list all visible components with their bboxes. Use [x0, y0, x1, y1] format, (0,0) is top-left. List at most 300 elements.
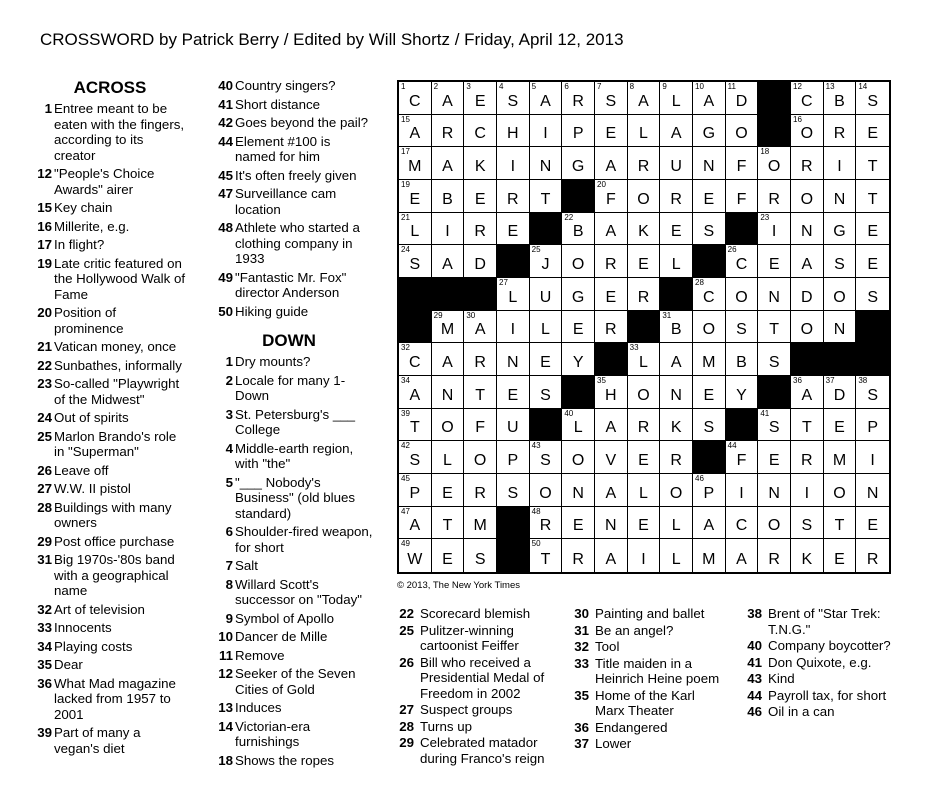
grid-cell[interactable] — [791, 376, 824, 409]
grid-cell[interactable] — [791, 115, 824, 148]
grid-cell[interactable] — [758, 213, 791, 246]
black-square — [497, 245, 530, 278]
grid-cell[interactable] — [432, 245, 465, 278]
cell-letter: R — [572, 550, 584, 568]
cell-letter: M — [408, 157, 422, 175]
grid-cell[interactable] — [693, 507, 726, 540]
grid-cell[interactable] — [791, 180, 824, 213]
clue-text: W.W. II pistol — [54, 481, 131, 496]
grid-cell[interactable] — [497, 474, 530, 507]
clue-item — [205, 441, 373, 472]
cell-letter: S — [768, 419, 780, 437]
cell-number: 41 — [760, 408, 770, 418]
grid-cell[interactable] — [693, 409, 726, 442]
grid-cell[interactable] — [432, 311, 465, 344]
cell-letter: O — [833, 484, 846, 502]
grid-cell[interactable] — [497, 82, 530, 115]
black-square — [497, 507, 530, 540]
grid-cell[interactable] — [758, 474, 791, 507]
clue-text: St. Petersburg's ___ College — [235, 406, 356, 437]
grid-cell[interactable] — [726, 539, 759, 572]
cell-number: 34 — [401, 376, 410, 385]
grid-cell[interactable] — [791, 539, 824, 572]
grid-cell[interactable] — [530, 245, 563, 278]
grid-cell[interactable] — [399, 343, 432, 376]
clue-item — [32, 500, 188, 531]
clue-text: Painting and ballet — [595, 606, 705, 621]
grid-cell[interactable] — [628, 82, 661, 115]
grid-cell[interactable] — [464, 180, 497, 213]
grid-cell[interactable] — [758, 278, 791, 311]
grid-cell[interactable] — [595, 474, 628, 507]
grid-cell[interactable] — [660, 343, 693, 376]
clue-number: 25 — [37, 428, 52, 444]
clue-text: Dear — [54, 657, 83, 672]
grid-cell[interactable] — [562, 82, 595, 115]
grid-cell[interactable] — [660, 376, 693, 409]
grid-cell[interactable] — [824, 180, 857, 213]
down-clues-column-3 — [392, 606, 552, 767]
grid-cell[interactable] — [595, 507, 628, 540]
grid-cell[interactable] — [758, 441, 791, 474]
cell-letter: A — [442, 92, 453, 110]
grid-cell[interactable] — [628, 115, 661, 148]
cell-letter: A — [736, 550, 747, 568]
grid-cell[interactable] — [399, 213, 432, 246]
grid-cell[interactable] — [660, 311, 693, 344]
down-clues-column-5 — [740, 606, 910, 721]
grid-cell[interactable] — [660, 213, 693, 246]
cell-letter: T — [442, 517, 453, 535]
grid-cell[interactable] — [628, 539, 661, 572]
grid-cell[interactable] — [530, 539, 563, 572]
clue-text: Locale for many 1-Down — [235, 372, 346, 403]
clue-item — [205, 134, 373, 165]
grid-cell[interactable] — [824, 147, 857, 180]
clue-number: 49 — [218, 269, 233, 285]
grid-cell[interactable] — [758, 245, 791, 278]
clue-text: Induces — [235, 700, 282, 715]
cell-letter: M — [702, 353, 716, 371]
clue-number: 6 — [225, 524, 233, 539]
grid-cell[interactable] — [726, 311, 759, 344]
clue-item — [205, 611, 373, 627]
grid-cell[interactable] — [595, 539, 628, 572]
clue-item — [205, 373, 373, 404]
grid-cell[interactable] — [399, 147, 432, 180]
grid-cell[interactable] — [595, 115, 628, 148]
black-square — [399, 278, 432, 311]
grid-cell[interactable] — [464, 213, 497, 246]
grid-cell[interactable] — [693, 376, 726, 409]
grid-cell[interactable] — [856, 409, 889, 442]
grid-cell[interactable] — [726, 376, 759, 409]
grid-cell[interactable] — [530, 278, 563, 311]
grid-cell[interactable] — [856, 115, 889, 148]
cell-letter: T — [801, 419, 812, 437]
grid-cell[interactable] — [432, 376, 465, 409]
grid-cell[interactable] — [660, 147, 693, 180]
cell-letter: N — [768, 288, 780, 306]
grid-cell[interactable] — [530, 147, 563, 180]
grid-cell[interactable] — [595, 311, 628, 344]
grid-cell[interactable] — [562, 213, 595, 246]
grid-cell[interactable] — [693, 82, 726, 115]
clue-text: Athlete who started a clothing company in 1933 — [235, 220, 360, 266]
grid-cell[interactable] — [726, 507, 759, 540]
grid-cell[interactable] — [595, 213, 628, 246]
grid-cell[interactable] — [693, 213, 726, 246]
grid-cell[interactable] — [432, 343, 465, 376]
grid-cell[interactable] — [530, 82, 563, 115]
grid-cell[interactable] — [758, 147, 791, 180]
grid-cell[interactable] — [464, 245, 497, 278]
cell-letter: L — [671, 517, 681, 535]
grid-cell[interactable] — [595, 441, 628, 474]
clue-item — [32, 101, 188, 163]
grid-cell[interactable] — [726, 82, 759, 115]
clue-text: Title maiden in a Heinrich Heine poem — [595, 655, 720, 686]
grid-cell[interactable] — [791, 507, 824, 540]
grid-cell[interactable] — [464, 311, 497, 344]
grid-cell[interactable] — [399, 409, 432, 442]
grid-cell[interactable] — [562, 147, 595, 180]
grid-cell[interactable] — [562, 539, 595, 572]
grid-cell[interactable] — [758, 409, 791, 442]
grid-cell[interactable] — [530, 507, 563, 540]
clue-number: 22 — [37, 357, 52, 373]
cell-number: 8 — [629, 82, 635, 91]
grid-cell[interactable] — [399, 115, 432, 148]
grid-cell[interactable] — [660, 409, 693, 442]
grid-cell[interactable] — [693, 343, 726, 376]
grid-cell[interactable] — [824, 213, 857, 246]
across-heading: ACROSS — [73, 78, 147, 97]
grid-cell[interactable] — [432, 507, 465, 540]
clue-number: 32 — [574, 639, 589, 654]
grid-cell[interactable] — [693, 180, 726, 213]
grid-cell[interactable] — [432, 474, 465, 507]
grid-cell[interactable] — [856, 213, 889, 246]
cell-letter: K — [670, 419, 682, 437]
clue-item — [205, 666, 373, 697]
grid-cell[interactable] — [464, 441, 497, 474]
grid-cell[interactable] — [824, 82, 857, 115]
grid-cell[interactable] — [562, 311, 595, 344]
clue-number: 50 — [218, 303, 233, 319]
grid-cell[interactable] — [824, 278, 857, 311]
cell-letter: A — [442, 255, 453, 273]
cell-number: 14 — [858, 82, 868, 91]
grid-cell[interactable] — [856, 245, 889, 278]
grid-cell[interactable] — [628, 343, 661, 376]
grid-cell[interactable] — [660, 441, 693, 474]
grid-cell[interactable] — [497, 180, 530, 213]
grid-cell[interactable] — [530, 343, 563, 376]
cell-letter: E — [540, 353, 551, 371]
grid-cell[interactable] — [726, 245, 759, 278]
grid-cell[interactable] — [824, 507, 857, 540]
grid-cell[interactable] — [432, 441, 465, 474]
grid-cell[interactable] — [726, 343, 759, 376]
clue-text: Country singers? — [235, 78, 336, 93]
grid-cell[interactable] — [824, 115, 857, 148]
clue-item — [205, 115, 373, 131]
grid-cell[interactable] — [628, 507, 661, 540]
grid-cell[interactable] — [432, 539, 465, 572]
cell-letter: E — [638, 255, 649, 273]
cell-letter: R — [833, 125, 846, 143]
grid-cell[interactable] — [758, 343, 791, 376]
grid-cell[interactable] — [758, 180, 791, 213]
clue-number: 3 — [225, 406, 233, 422]
grid-cell[interactable] — [791, 474, 824, 507]
grid-cell[interactable] — [562, 278, 595, 311]
grid-cell[interactable] — [530, 180, 563, 213]
grid-cell[interactable] — [399, 376, 432, 409]
grid-cell[interactable] — [791, 213, 824, 246]
grid-cell[interactable] — [856, 376, 889, 409]
grid-cell[interactable] — [726, 474, 759, 507]
cell-letter: E — [638, 451, 649, 469]
cell-letter: S — [867, 288, 878, 306]
grid-cell[interactable] — [595, 376, 628, 409]
grid-cell[interactable] — [432, 180, 465, 213]
clue-item — [205, 753, 373, 769]
grid-cell[interactable] — [432, 82, 465, 115]
clue-text: Sunbathes, informally — [54, 357, 182, 373]
grid-cell[interactable] — [464, 409, 497, 442]
cell-letter: A — [670, 125, 682, 143]
cell-letter: S — [507, 92, 519, 110]
grid-cell[interactable] — [562, 115, 595, 148]
cell-letter: R — [637, 419, 650, 437]
grid-cell[interactable] — [464, 147, 497, 180]
grid-cell[interactable] — [562, 343, 595, 376]
grid-cell[interactable] — [399, 507, 432, 540]
grid-cell[interactable] — [595, 278, 628, 311]
black-square — [726, 409, 759, 442]
clue-text: Don Quixote, e.g. — [768, 654, 872, 670]
clue-item — [740, 606, 910, 637]
clue-number: 20 — [37, 305, 52, 320]
grid-cell[interactable] — [595, 409, 628, 442]
grid-cell[interactable] — [628, 474, 661, 507]
grid-cell[interactable] — [530, 115, 563, 148]
grid-cell[interactable] — [824, 441, 857, 474]
grid-cell[interactable] — [660, 245, 693, 278]
grid-cell[interactable] — [497, 147, 530, 180]
grid-cell[interactable] — [530, 311, 563, 344]
grid-cell[interactable] — [432, 147, 465, 180]
cell-letter: P — [703, 484, 715, 502]
clue-number: 24 — [37, 410, 52, 425]
copyright-notice: © 2013, The New York Times — [397, 580, 520, 591]
grid-cell[interactable] — [693, 311, 726, 344]
cell-letter: U — [507, 419, 519, 437]
cell-number: 15 — [401, 114, 410, 124]
grid-cell[interactable] — [595, 82, 628, 115]
grid-cell[interactable] — [693, 278, 726, 311]
grid-cell[interactable] — [824, 376, 857, 409]
grid-cell[interactable] — [399, 474, 432, 507]
cell-letter: B — [670, 321, 682, 339]
grid-cell[interactable] — [464, 507, 497, 540]
grid-cell[interactable] — [530, 474, 563, 507]
grid-cell[interactable] — [660, 180, 693, 213]
clue-text: Pulitzer-winning cartoonist Feiffer — [420, 622, 519, 653]
grid-cell[interactable] — [856, 441, 889, 474]
grid-cell[interactable] — [464, 115, 497, 148]
grid-cell[interactable] — [399, 180, 432, 213]
grid-cell[interactable] — [791, 441, 824, 474]
grid-cell[interactable] — [791, 245, 824, 278]
grid-cell[interactable] — [497, 409, 530, 442]
cell-letter: E — [442, 484, 453, 502]
grid-cell[interactable] — [497, 278, 530, 311]
black-square — [856, 311, 889, 344]
grid-cell[interactable] — [432, 213, 465, 246]
cell-letter: L — [639, 353, 648, 371]
grid-cell[interactable] — [791, 278, 824, 311]
black-square — [758, 376, 791, 409]
clue-text: Dry mounts? — [235, 354, 311, 369]
grid-cell[interactable] — [464, 343, 497, 376]
grid-cell[interactable] — [758, 539, 791, 572]
grid-cell[interactable] — [824, 245, 857, 278]
cell-letter: O — [800, 321, 814, 339]
grid-cell[interactable] — [530, 376, 563, 409]
grid-cell[interactable] — [824, 539, 857, 572]
grid-cell[interactable] — [562, 409, 595, 442]
grid-cell[interactable] — [758, 507, 791, 540]
grid-cell[interactable] — [464, 82, 497, 115]
grid-cell[interactable] — [856, 278, 889, 311]
grid-cell[interactable] — [824, 474, 857, 507]
clue-item — [32, 166, 188, 197]
grid-cell[interactable] — [595, 245, 628, 278]
cell-number: 50 — [531, 539, 541, 549]
grid-cell[interactable] — [628, 147, 661, 180]
clue-text: Middle-earth region, with "the" — [235, 440, 354, 471]
black-square — [693, 245, 726, 278]
grid-cell[interactable] — [399, 539, 432, 572]
grid-cell[interactable] — [628, 409, 661, 442]
grid-cell[interactable] — [464, 376, 497, 409]
cell-number: 26 — [727, 245, 737, 255]
grid-cell[interactable] — [758, 311, 791, 344]
grid-cell[interactable] — [856, 147, 889, 180]
grid-cell[interactable] — [562, 507, 595, 540]
grid-cell[interactable] — [726, 147, 759, 180]
grid-cell[interactable] — [562, 441, 595, 474]
grid-cell[interactable] — [497, 343, 530, 376]
grid-cell[interactable] — [628, 376, 661, 409]
grid-cell[interactable] — [628, 245, 661, 278]
cell-letter: S — [768, 353, 780, 371]
cell-letter: R — [605, 255, 617, 273]
cell-letter: R — [605, 321, 617, 339]
grid-cell[interactable] — [497, 311, 530, 344]
grid-cell[interactable] — [824, 311, 857, 344]
cell-letter: E — [703, 386, 715, 404]
grid-cell[interactable] — [432, 115, 465, 148]
grid-cell[interactable] — [726, 115, 759, 148]
grid-cell[interactable] — [856, 180, 889, 213]
grid-cell[interactable] — [660, 82, 693, 115]
grid-cell[interactable] — [660, 539, 693, 572]
grid-cell[interactable] — [726, 180, 759, 213]
grid-cell[interactable] — [497, 376, 530, 409]
grid-cell[interactable] — [791, 409, 824, 442]
grid-cell[interactable] — [856, 539, 889, 572]
grid-cell[interactable] — [562, 245, 595, 278]
grid-cell[interactable] — [726, 278, 759, 311]
grid-cell[interactable] — [464, 539, 497, 572]
grid-cell[interactable] — [628, 441, 661, 474]
clue-item — [32, 256, 188, 303]
grid-cell[interactable] — [693, 147, 726, 180]
grid-cell[interactable] — [432, 409, 465, 442]
grid-cell[interactable] — [856, 474, 889, 507]
grid-cell[interactable] — [726, 441, 759, 474]
across-clues-column-2 — [205, 78, 373, 771]
clue-text: Vatican money, once — [54, 339, 177, 354]
grid-cell[interactable] — [791, 147, 824, 180]
grid-cell[interactable] — [660, 474, 693, 507]
grid-cell[interactable] — [856, 82, 889, 115]
grid-cell[interactable] — [660, 507, 693, 540]
cell-number: 3 — [466, 82, 471, 91]
cell-number: 37 — [825, 376, 835, 385]
grid-cell[interactable] — [562, 474, 595, 507]
grid-cell[interactable] — [497, 441, 530, 474]
cell-number: 27 — [499, 278, 508, 287]
grid-cell[interactable] — [628, 278, 661, 311]
grid-cell[interactable] — [693, 474, 726, 507]
grid-cell[interactable] — [693, 539, 726, 572]
cell-letter: L — [671, 255, 681, 273]
cell-letter: E — [442, 550, 453, 568]
clue-number: 46 — [747, 704, 762, 719]
grid-cell[interactable] — [530, 441, 563, 474]
clue-item — [740, 655, 910, 671]
grid-cell[interactable] — [693, 115, 726, 148]
cell-letter: N — [833, 321, 846, 339]
grid-cell[interactable] — [791, 311, 824, 344]
grid-cell[interactable] — [399, 245, 432, 278]
clue-number: 15 — [37, 200, 52, 215]
grid-cell[interactable] — [399, 82, 432, 115]
grid-cell[interactable] — [464, 474, 497, 507]
grid-cell[interactable] — [497, 115, 530, 148]
grid-cell[interactable] — [399, 441, 432, 474]
grid-cell[interactable] — [628, 213, 661, 246]
cell-letter: E — [474, 190, 486, 208]
grid-cell[interactable] — [824, 409, 857, 442]
cell-letter: N — [866, 484, 879, 502]
grid-cell[interactable] — [791, 82, 824, 115]
grid-cell[interactable] — [497, 213, 530, 246]
grid-cell[interactable] — [595, 180, 628, 213]
cell-letter: K — [638, 223, 649, 241]
grid-cell[interactable] — [628, 180, 661, 213]
cell-number: 9 — [662, 82, 667, 91]
grid-cell[interactable] — [660, 115, 693, 148]
grid-cell[interactable] — [856, 507, 889, 540]
grid-cell[interactable] — [595, 147, 628, 180]
clue-text: Be an angel? — [595, 622, 674, 638]
